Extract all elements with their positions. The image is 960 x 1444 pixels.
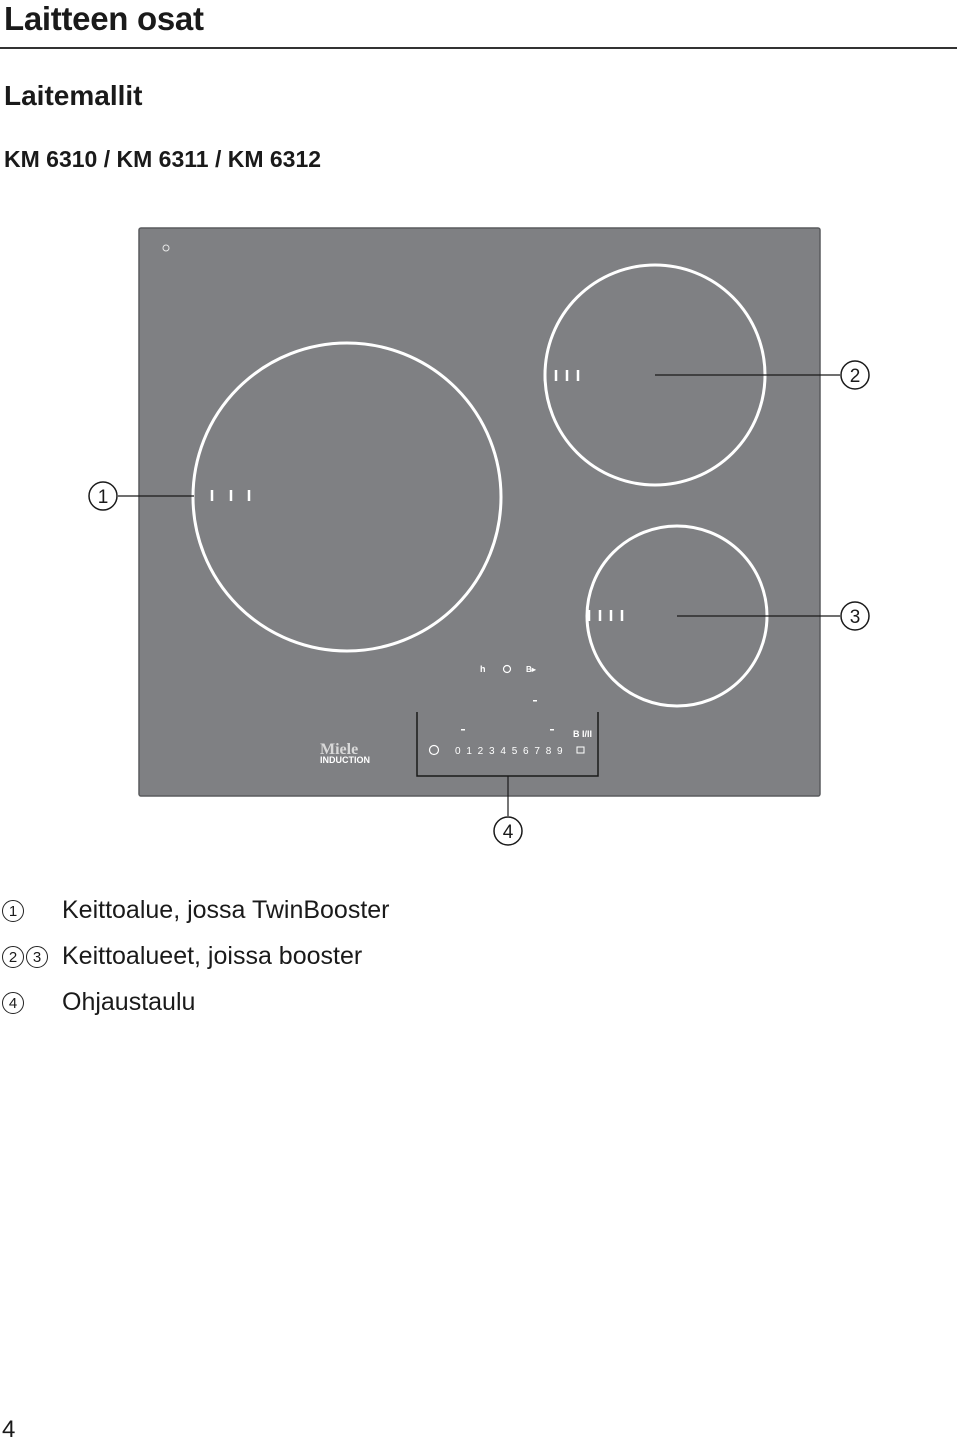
- small-mark: [550, 729, 554, 731]
- cooktop-diagram: [0, 220, 960, 860]
- cooktop-surface: [139, 228, 820, 796]
- callout-1: [89, 482, 117, 510]
- symbol-booster: B▸: [526, 665, 536, 674]
- control-mode: B I/II: [573, 729, 593, 739]
- legend-text: Keittoalueet, joissa booster: [62, 942, 363, 970]
- legend-number: 2: [2, 946, 24, 968]
- control-scale: 0 1 2 3 4 5 6 7 8 9: [455, 746, 565, 757]
- callout-3: [841, 602, 869, 630]
- brand-sub: INDUCTION: [320, 755, 370, 765]
- page-title: Laitteen osat: [4, 0, 204, 37]
- small-mark: [461, 729, 465, 731]
- callout-2-label: 2: [849, 366, 861, 387]
- legend-number: 1: [2, 900, 24, 922]
- small-mark: [533, 700, 537, 702]
- page-number: 4: [2, 1416, 16, 1443]
- symbol-h: h: [480, 664, 486, 674]
- legend-number: 3: [26, 946, 48, 968]
- callout-4-label: 4: [502, 822, 514, 843]
- legend-text: Ohjaustaulu: [62, 988, 196, 1016]
- legend-text: Keittoalue, jossa TwinBooster: [62, 896, 390, 924]
- callout-3-label: 3: [849, 607, 861, 628]
- section-title: Laitemallit: [4, 80, 143, 111]
- brand-logo: Miele: [320, 741, 359, 758]
- callout-4: [494, 817, 522, 845]
- model-list: KM 6310 / KM 6311 / KM 6312: [4, 146, 322, 172]
- title-divider: [0, 47, 957, 49]
- callout-1-label: 1: [97, 487, 109, 508]
- legend-number: 4: [2, 992, 24, 1014]
- callout-2: [841, 361, 869, 389]
